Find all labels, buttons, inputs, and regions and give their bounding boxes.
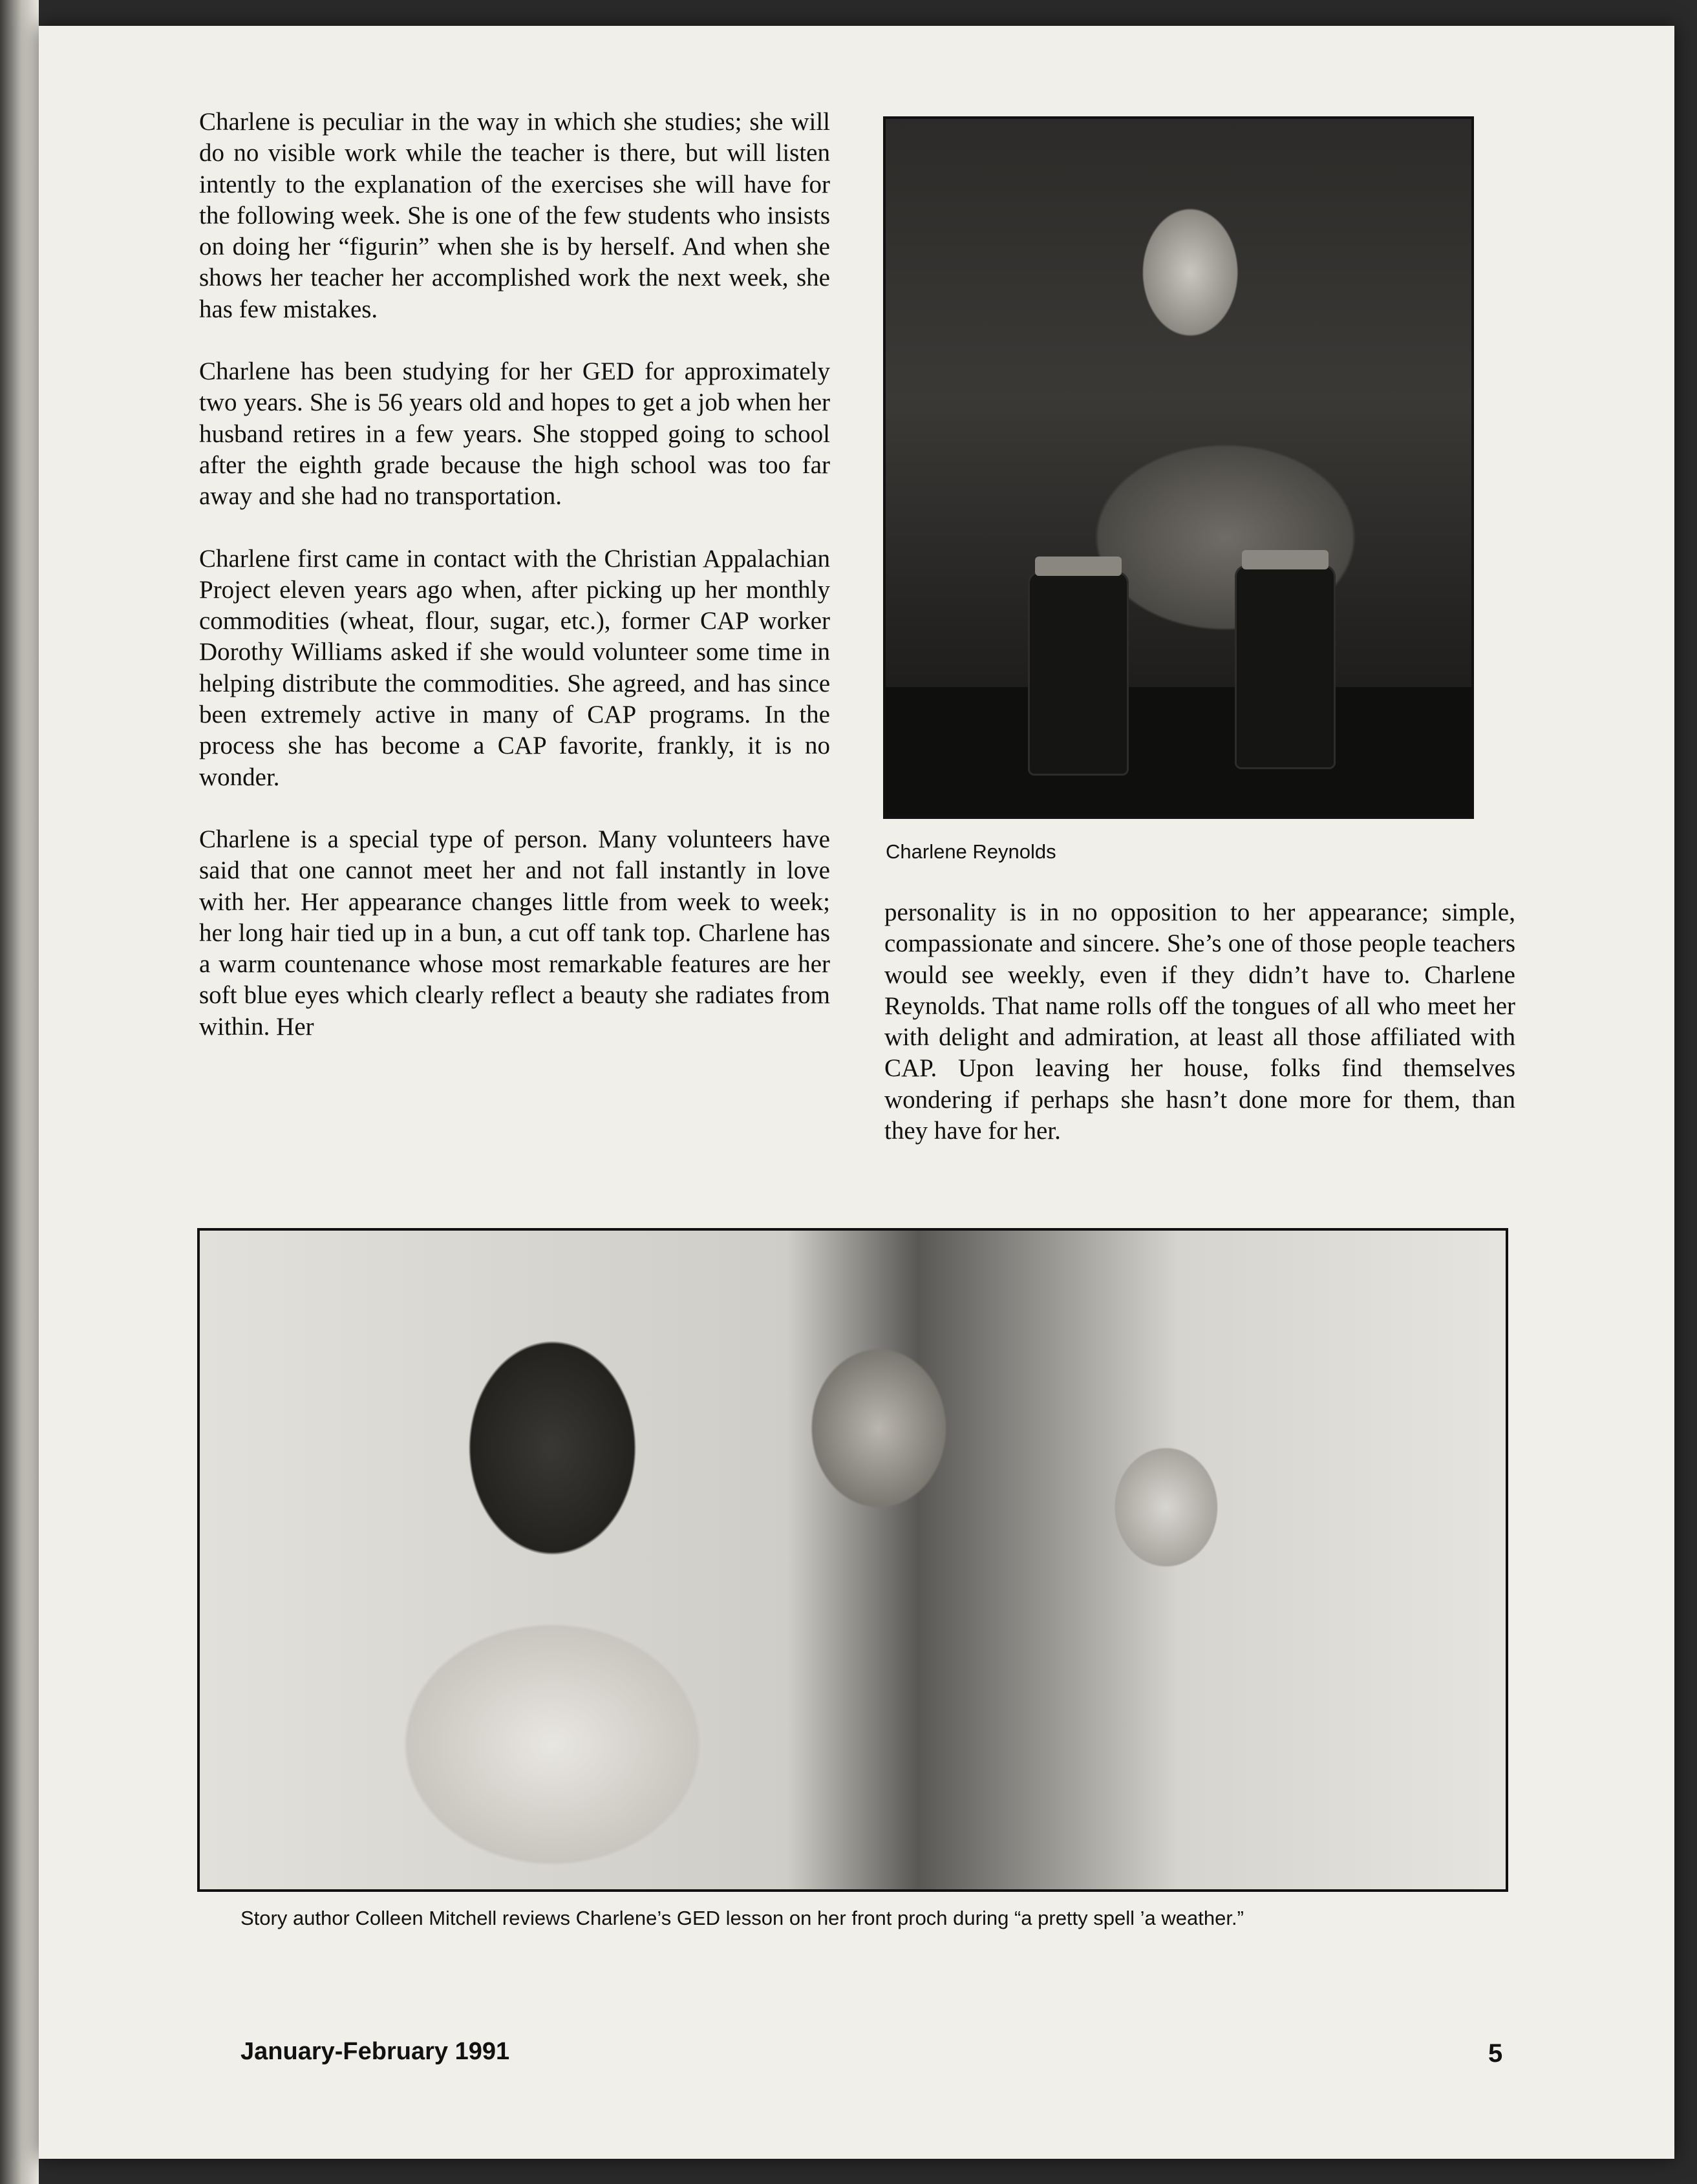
- porch-reading-photo: [197, 1228, 1508, 1892]
- paragraph-5: personality is in no opposition to her appearance; simple, compassionate and sincere. She’s one of those people teachers would see weekly, even if they didn’t have to. Charlene Reynolds. That name rolls off the tongues of all who meet her with delight and admiration, at least all those affiliated with CAP. Upon leaving her house, folks find themselves wondering if perhaps she hasn’t done more for them, than they have for her.: [884, 898, 1515, 1145]
- issue-date: January-February 1991: [240, 2038, 510, 2065]
- paragraph-3: Charlene first came in contact with the Christian Appalachian Project eleven years ago when, after picking up her monthly commodities (wheat, flour, sugar, etc.), former CAP worker Dorothy Williams asked if she would volunteer some time in helping distribute the commodities. She agreed, and has since been extremely active in many of CAP programs. In the process she has become a CAP favorite, frankly, it is no wonder.: [199, 544, 830, 791]
- paragraph-2: Charlene has been studying for her GED for approximately two years. She is 56 years old and hopes to get a job when her husband retires in a few years. She stopped going to school after the eighth grade because the high school was too far away and she had no transportation.: [199, 357, 830, 511]
- table-surface: [886, 687, 1471, 816]
- right-text-column: [884, 897, 1515, 1178]
- jar-right: [1235, 565, 1336, 769]
- jar-left: [1028, 571, 1129, 776]
- left-text-column: [199, 107, 830, 1074]
- page-number: 5: [1488, 2039, 1503, 2068]
- paragraph-4: Charlene is a special type of person. Many volunteers have said that one cannot meet her and not fall instantly in love with her. Her appearance changes little from week to week; her long hair tied up in a bun, a cut off tank top. Charlene has a warm countenance whose most remarkable features are her soft blue eyes which clearly reflect a beauty she radiates from within. Her: [199, 825, 830, 1041]
- top-photo-caption: Charlene Reynolds: [886, 840, 1056, 863]
- charlene-portrait-photo: [883, 116, 1474, 819]
- paragraph-1: Charlene is peculiar in the way in which she studies; she will do no visible work while the teacher is there, but will listen intently to the explanation of the exercises she will have for the following week. She is one of the few students who insists on doing her “figurin” when she is by herself. And when she shows her teacher her accomplished work the next week, she has few mistakes.: [199, 108, 830, 323]
- bottom-photo-caption: Story author Colleen Mitchell reviews Charlene’s GED lesson on her front proch during “a pretty spell ’a weather.”: [240, 1907, 1244, 1929]
- binding-gutter: [0, 0, 39, 2184]
